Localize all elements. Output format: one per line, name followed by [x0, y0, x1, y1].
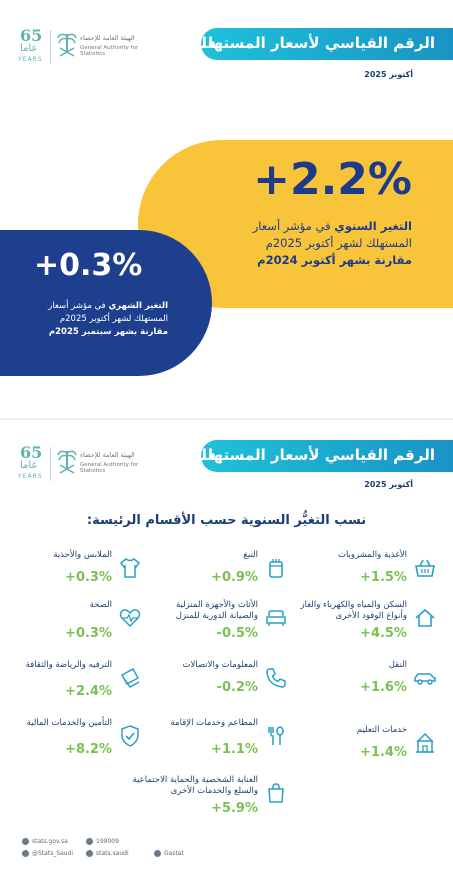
division-label: الصحة [89, 600, 112, 610]
annual-change-description [212, 218, 412, 269]
division-value: +0.3% [65, 570, 112, 585]
school-icon [413, 731, 437, 755]
shirt-icon [118, 556, 142, 580]
shopping-bag-icon [264, 781, 288, 805]
division-housing [299, 600, 437, 648]
division-value: +8.2% [65, 742, 112, 757]
division-label: النقل [388, 660, 407, 670]
annual-change-line1: في مؤشر أسعار [252, 219, 331, 233]
anniversary-en: YEARS [18, 56, 43, 63]
division-transport [299, 660, 437, 708]
phone-icon [86, 838, 93, 845]
division-label: خدمات التعليم [356, 725, 407, 735]
division-tobacco [150, 550, 288, 598]
division-label: الأغذية والمشروبات [337, 550, 407, 560]
annual-change-label: التغير السنوي [334, 219, 412, 233]
division-label: المعلومات والاتصالات [182, 660, 258, 670]
anniversary-ar: عاما [20, 43, 38, 54]
division-clothing [4, 550, 142, 598]
division-value: +1.4% [360, 745, 407, 760]
footer-facebook-text: stats.saudi [96, 850, 129, 857]
annual-change-line2: المستهلك لشهر أكتوبر 2025م [265, 236, 412, 250]
logo-divider [50, 30, 51, 64]
anniversary-number: 65 [20, 443, 43, 462]
report-date-2: أكتوبر 2025 [364, 480, 413, 489]
monthly-change-panel [0, 230, 212, 376]
division-value: -0.2% [216, 680, 258, 695]
division-label: الأثاث والأجهزة المنزلية والصيانة الدورية للمنزل [175, 600, 258, 621]
division-value: +5.9% [211, 801, 258, 816]
footer-phone-text: 199009 [96, 838, 119, 845]
anniversary-number: 65 [20, 26, 43, 45]
division-label: المطاعم وخدمات الإقامة [170, 718, 258, 728]
division-value: +1.5% [360, 570, 407, 585]
heart-pulse-icon [118, 606, 142, 630]
division-label: الملابس والأحذية [53, 550, 112, 560]
anniversary-en: YEARS [18, 473, 43, 480]
monthly-change-line3: مقارنة بشهر سبتمبر 2025م [48, 327, 168, 337]
monthly-change-value: +0.3% [34, 248, 143, 283]
division-personal-care [112, 775, 288, 823]
agency-name-ar: الهيئة العامة للإحصاء [80, 451, 135, 459]
footer-facebook[interactable] [86, 850, 129, 857]
monthly-change-description [18, 300, 168, 339]
ticket-icon [118, 666, 142, 690]
shield-check-icon [118, 724, 142, 748]
title-banner [193, 28, 453, 60]
app-icon [154, 850, 161, 857]
division-label: التأمين والخدمات المالية [26, 718, 112, 728]
footer-twitter[interactable] [22, 850, 73, 857]
division-label: التبغ [243, 550, 258, 560]
cigarette-pack-icon [264, 556, 288, 580]
division-health [4, 600, 142, 648]
palm-emblem-icon [56, 447, 78, 477]
cpi-headline-card [0, 0, 453, 418]
monthly-change-line1: في مؤشر أسعار [48, 301, 106, 311]
gastat-logo [14, 26, 154, 70]
agency-name-en: General Authority for Statistics [80, 45, 139, 57]
division-value: +2.4% [65, 684, 112, 699]
facebook-icon [86, 850, 93, 857]
division-value: +4.5% [360, 626, 407, 641]
anniversary-ar: عاما [20, 460, 38, 471]
footer-app-text: Gastat [164, 850, 184, 857]
fork-spoon-icon [264, 724, 288, 748]
division-recreation [4, 660, 142, 708]
division-restaurants [150, 718, 288, 766]
division-value: +1.1% [211, 742, 258, 757]
footer-website-text: stats.gov.sa [32, 838, 68, 845]
page-title-2: الرقم القياسي لأسعار المستهلك [193, 446, 435, 464]
footer-app[interactable] [154, 850, 184, 857]
footer-twitter-text: @Stats_Saudi [32, 850, 74, 857]
annual-change-line3: مقارنة بشهر أكتوبر 2024م [257, 253, 412, 267]
house-icon [413, 606, 437, 630]
division-value: +1.6% [360, 680, 407, 695]
division-food [299, 550, 437, 598]
sofa-icon [264, 606, 288, 630]
report-date: أكتوبر 2025 [364, 70, 413, 79]
division-furniture [150, 600, 288, 648]
palm-emblem-icon [56, 30, 78, 60]
division-label: العناية الشخصية والحماية الاجتماعية والسلع والخدمات الأخرى [132, 775, 258, 796]
footer-phone[interactable] [86, 838, 119, 845]
car-icon [413, 666, 437, 690]
division-label: الترفيه والرياضة والثقافة [25, 660, 112, 670]
food-basket-icon [413, 556, 437, 580]
division-insurance [4, 718, 142, 766]
logo-divider [50, 447, 51, 481]
division-value: -0.5% [216, 626, 258, 641]
division-education [299, 725, 437, 773]
monthly-change-line2: المستهلك لشهر أكتوبر 2025م [59, 314, 168, 324]
division-value: +0.9% [211, 570, 258, 585]
twitter-icon [22, 850, 29, 857]
agency-name-en: General Authority for Statistics [80, 462, 139, 474]
gastat-logo-2 [14, 443, 154, 487]
division-communication [150, 660, 288, 708]
title-banner-2 [193, 440, 453, 472]
footer-website[interactable] [22, 838, 68, 845]
division-value: +0.3% [65, 626, 112, 641]
phone-icon [264, 666, 288, 690]
division-label: السكن والمياه والكهرباء والغاز وأنواع الوقود الأخرى [300, 600, 407, 621]
agency-name-ar: الهيئة العامة للإحصاء [80, 34, 135, 42]
globe-icon [22, 838, 29, 845]
page-title: الرقم القياسي لأسعار المستهلك [193, 34, 435, 52]
monthly-change-label: التغير الشهري [108, 301, 168, 311]
section-title: نسب التغيُّر السنوية حسب الأقسام الرئيسة: [86, 513, 367, 528]
annual-change-value: +2.2% [253, 154, 412, 205]
